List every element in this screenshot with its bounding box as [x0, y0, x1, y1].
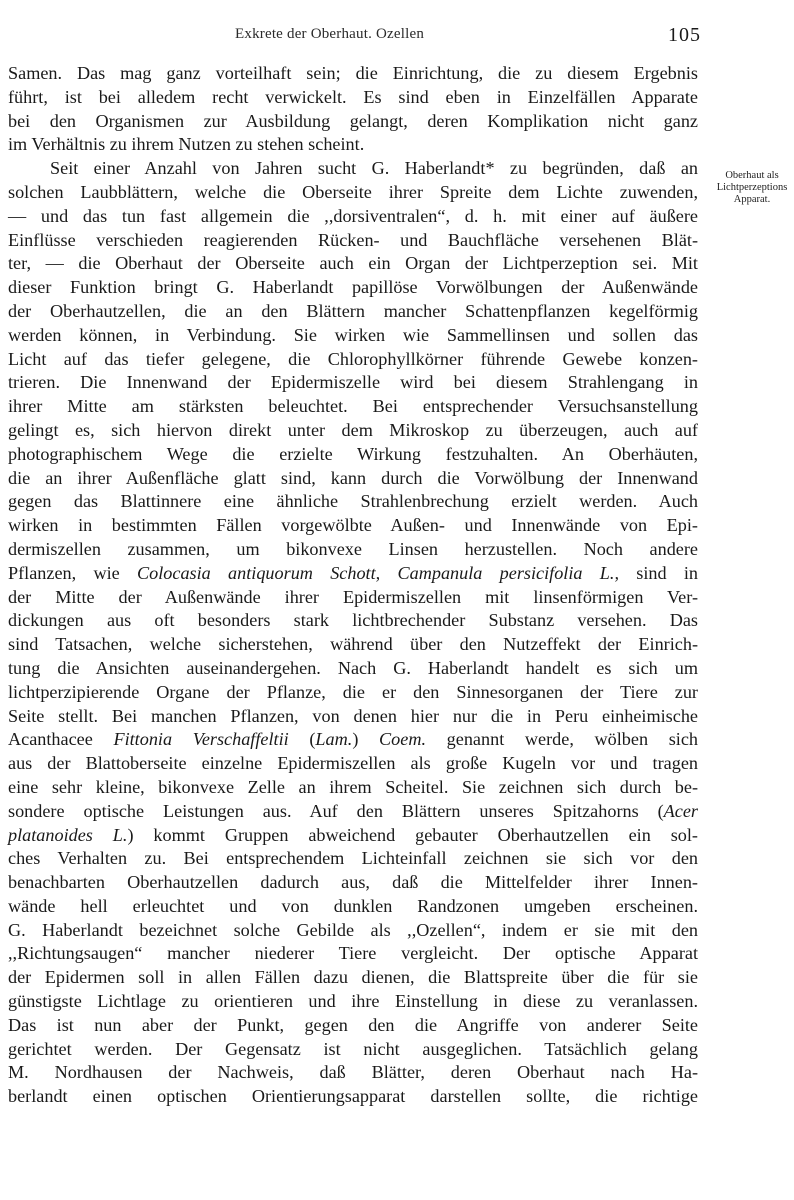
- text-line: gerichtet werden. Der Gegensatz ist nicht ausgeglichen. Tatsächlich gelang: [8, 1038, 698, 1059]
- margin-note: [710, 170, 794, 206]
- text-line: Seite stellt. Bei manchen Pflanzen, von denen hier nur die in Peru einheimische: [8, 705, 698, 726]
- text-line: [8, 728, 698, 752]
- text-line: photographischem Wege die erzielte Wirkung festzuhalten. An Oberhäuten,: [8, 443, 698, 464]
- text-segment: sondere optische Leistungen aus. Auf den Blättern unseres Spitzahorns (: [8, 800, 664, 821]
- text-line: dermiszellen zusammen, um bikonvexe Linsen herzustellen. Noch andere: [8, 538, 698, 559]
- species-name: platanoides L.: [8, 824, 128, 845]
- text-line: Samen. Das mag ganz vorteilhaft sein; die Einrichtung, die zu diesem Ergebnis: [8, 63, 698, 83]
- margin-note-line: Oberhaut als: [725, 170, 779, 181]
- text-segment: genannt werde, wölben sich: [426, 729, 699, 750]
- page-number: 105: [668, 24, 701, 46]
- text-line: [8, 800, 698, 824]
- text-line: wirken in bestimmten Fällen vorgewölbte Außen- und Innenwände von Epi-: [8, 515, 698, 536]
- text-line: Licht auf das tiefer gelegene, die Chlorophyllkörner führende Gewebe konzen-: [8, 348, 698, 369]
- text-line: Das ist nun aber der Punkt, gegen den die Angriffe von anderer Seite: [8, 1014, 698, 1035]
- text-line: ,,Richtungsaugen“ mancher niederer Tiere vergleicht. Der optische Apparat: [8, 943, 698, 964]
- text-line: führt, ist bei alledem recht verwickelt. Es sind eben in Einzelfällen Apparate: [8, 86, 698, 107]
- text-line: gegen das Blattinnere eine ähnliche Strahlenbrechung erzielt werden. Auch: [8, 491, 698, 512]
- body-text: [8, 62, 698, 1109]
- text-line: der Oberhautzellen, die an den Blättern mancher Schattenpflanzen kegelförmig: [8, 300, 698, 321]
- text-segment: ) kommt Gruppen abweichend gebauter Oberhautzellen ein sol-: [127, 824, 698, 845]
- text-line: solchen Laubblättern, welche die Oberseite ihrer Spreite dem Lichte zuwenden,: [8, 181, 698, 202]
- text-line: ihrer Mitte am stärksten beleuchtet. Bei entsprechender Versuchsanstellung: [8, 396, 698, 417]
- text-line: M. Nordhausen der Nachweis, daß Blätter, deren Oberhaut nach Ha-: [8, 1062, 698, 1083]
- text-line: tung die Ansichten auseinandergehen. Nach G. Haberlandt handelt es sich um: [8, 657, 698, 678]
- text-segment: (: [288, 729, 316, 750]
- margin-note-line: Lichtperzeptions: [716, 182, 788, 193]
- text-line: berlandt einen optischen Orientierungsapparat darstellen sollte, die richtige: [8, 1086, 698, 1107]
- text-line: aus der Blattoberseite einzelne Epidermiszellen als große Kugeln vor und tragen: [8, 753, 698, 774]
- text-line: G. Haberlandt bezeichnet solche Gebilde als ,,Ozellen“, indem er sie mit den: [8, 919, 698, 940]
- running-title: Exkrete der Oberhaut. Ozellen: [235, 26, 425, 42]
- text-line: werden können, in Verbindung. Sie wirken wie Sammellinsen und sollen das: [8, 324, 698, 345]
- text-line: [8, 562, 698, 586]
- margin-note-line: Apparat.: [733, 194, 771, 205]
- text-line: ter, — die Oberhaut der Oberseite auch ein Organ der Lichtperzeption sei. Mit: [8, 253, 698, 274]
- text-line: eine sehr kleine, bikonvexe Zelle an ihrem Scheitel. Sie zeichnen sich durch be-: [8, 776, 698, 797]
- running-head: [0, 22, 794, 52]
- species-name: Campanula persicifolia L.,: [397, 562, 619, 583]
- text-line: sind Tatsachen, welche sicherstehen, während über den Nutzeffekt der Einrich-: [8, 634, 698, 655]
- text-line: wände hell erleuchtet und von dunklen Randzonen umgeben erscheinen.: [8, 895, 698, 916]
- text-segment: Acanthacee: [8, 729, 114, 750]
- species-name: Acer: [663, 800, 698, 821]
- text-line: Einflüsse verschieden reagierenden Rücken- und Bauchfläche versehenen Blät-: [8, 229, 698, 250]
- text-line: der Epidermen soll in allen Fällen dazu dienen, die Blattspreite über die für sie: [8, 967, 698, 988]
- text-line: bei den Organismen zur Ausbildung gelangt, deren Komplikation nicht ganz: [8, 110, 698, 131]
- author-abbrev: Lam.: [315, 729, 353, 750]
- text-line: gelingt es, sich hiervon direkt unter dem Mikroskop zu überzeugen, auch auf: [8, 419, 698, 440]
- text-line: dieser Funktion bringt G. Haberlandt papillöse Vorwölbungen der Außenwände: [8, 277, 698, 298]
- text-line: günstigste Lichtlage zu orientieren und ihre Einstellung in diese zu veranlassen.: [8, 991, 698, 1012]
- text-segment: [380, 563, 397, 583]
- text-line: [8, 824, 698, 848]
- text-line: im Verhältnis zu ihrem Nutzen zu stehen scheint.: [8, 134, 365, 155]
- text-line: trieren. Die Innenwand der Epidermiszelle wird bei diesem Strahlengang in: [8, 372, 698, 393]
- text-line: ches Verhalten zu. Bei entsprechendem Lichteinfall zeichnen sie sich vor den: [8, 848, 698, 869]
- text-line: — und das tun fast allgemein die ,,dorsiventralen“, d. h. mit einer auf äußere: [8, 205, 698, 226]
- text-line: dickungen aus oft besonders stark lichtbrechender Substanz versehen. Das: [8, 610, 698, 631]
- text-segment: ): [352, 729, 380, 750]
- species-name: Fittonia Verschaffeltii: [113, 729, 289, 750]
- text-line: die an ihrer Außenfläche glatt sind, kann durch die Vorwölbung der Innenwand: [8, 467, 698, 488]
- text-line: benachbarten Oberhautzellen dadurch aus, daß die Mittelfelder ihrer Innen-: [8, 872, 698, 893]
- text-line: Seit einer Anzahl von Jahren sucht G. Haberlandt* zu begründen, daß an: [50, 158, 698, 179]
- species-name: Colocasia antiquorum Schott,: [137, 562, 381, 583]
- text-line: der Mitte der Außenwände ihrer Epidermiszellen mit linsenförmigen Ver-: [8, 586, 698, 607]
- author-abbrev: Coem.: [379, 729, 427, 750]
- text-segment: sind in: [619, 562, 699, 583]
- text-line: lichtperzipierende Organe der Pflanze, die er den Sinnesorganen der Tiere zur: [8, 681, 698, 702]
- text-segment: Pflanzen, wie: [8, 562, 137, 583]
